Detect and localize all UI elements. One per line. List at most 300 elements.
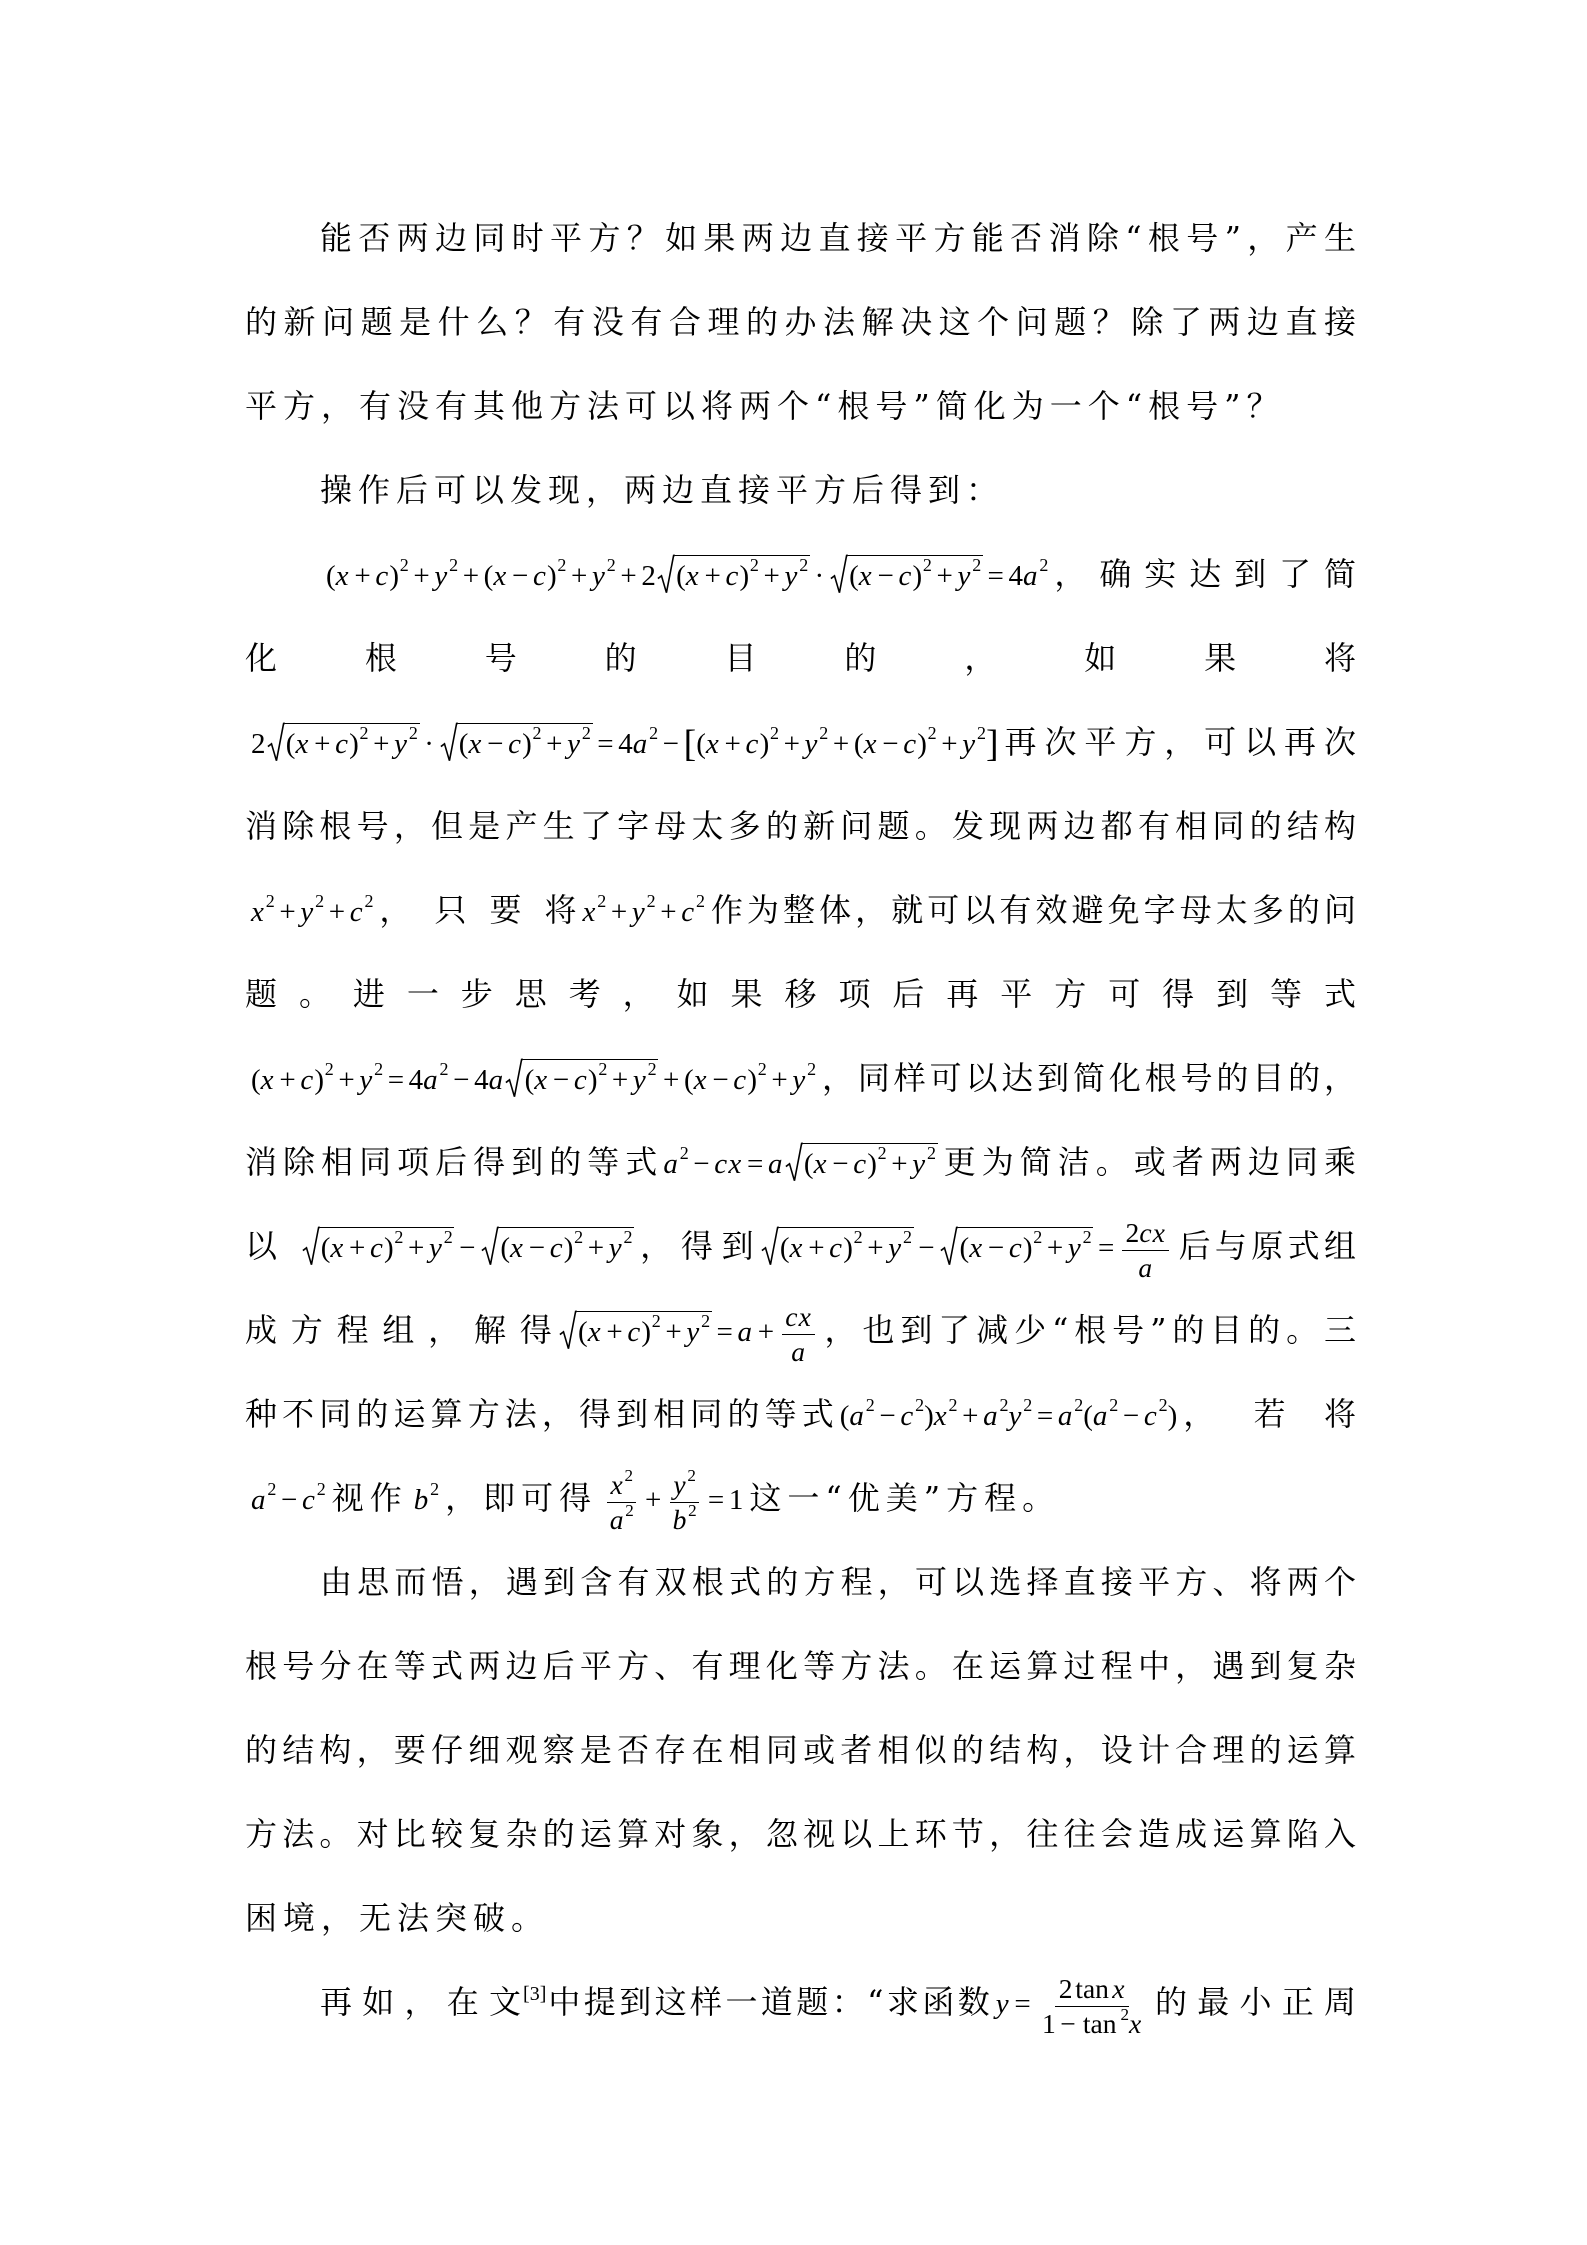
text-run: 视作	[331, 1479, 408, 1517]
math-superscript	[1023, 1395, 1032, 1415]
math-operator: −	[918, 1232, 935, 1264]
math-superscript	[623, 1227, 632, 1247]
math-symbol: )	[563, 1232, 574, 1264]
math-variable: c	[532, 560, 546, 592]
math-symbol: )	[349, 728, 359, 760]
radicand	[523, 1059, 658, 1098]
math-superscript	[1033, 1227, 1042, 1247]
math-symbol: 2	[651, 1310, 661, 1331]
math-operator: +	[936, 560, 953, 592]
math-superscript	[409, 723, 418, 743]
math-symbol: (	[285, 728, 296, 760]
math-symbol: 2	[1109, 1394, 1119, 1415]
math-variable: y	[429, 1232, 442, 1264]
radicand	[285, 723, 420, 762]
math-symbol: 2	[364, 890, 374, 911]
radicand	[958, 1227, 1093, 1266]
math-variable: a	[1138, 1251, 1153, 1283]
math-symbol: 2	[625, 1500, 634, 1520]
math-operator: −	[712, 1064, 729, 1096]
math-superscript	[649, 723, 658, 743]
math-symbol: )	[1022, 1232, 1033, 1264]
math-superscript	[680, 1143, 689, 1163]
math-operator: +	[328, 896, 346, 928]
text-line	[245, 1204, 1356, 1288]
math-symbol: 2	[1120, 2004, 1130, 2024]
math-variable: c	[549, 1232, 563, 1264]
math-variable: c	[1008, 1232, 1022, 1264]
math-variable: x	[335, 560, 349, 592]
text-run: ，也到了减少“根号”的目的。三	[824, 1311, 1357, 1349]
math-symbol: 2	[769, 722, 779, 743]
math-variable: y	[804, 728, 818, 760]
math-superscript	[533, 723, 542, 743]
math-variable: y	[673, 1469, 686, 1501]
math-variable: y	[567, 728, 580, 760]
radicand	[779, 1227, 914, 1266]
math-superscript	[574, 1227, 583, 1247]
math-symbol: 2	[687, 1465, 696, 1485]
math-symbol: 2	[1125, 1217, 1140, 1249]
math-superscript	[557, 555, 566, 575]
text-run: 题。进一步思考，如果移项后再平方可得到等式	[245, 975, 1356, 1013]
radical-sign	[940, 1227, 958, 1266]
math-operator: +	[757, 1316, 775, 1348]
text-run: 再次平方，可以再次	[1004, 723, 1356, 761]
math-operator: +	[941, 728, 958, 760]
math-superscript	[972, 555, 981, 575]
denominator	[1135, 1251, 1156, 1284]
math-symbol: (	[683, 1064, 694, 1096]
math-variable: y	[962, 728, 976, 760]
math-operator: +	[462, 560, 480, 592]
math-variable: x	[610, 1469, 623, 1501]
math-operator: −	[512, 560, 529, 592]
math-superscript	[928, 723, 937, 743]
text-line	[245, 700, 1356, 784]
math-operator: +	[408, 1232, 425, 1264]
text-run: 方法。对比较复杂的运算对象，忽视以上环节，往往会造成运算陷入	[245, 1815, 1356, 1853]
square-root	[761, 1227, 914, 1266]
math-superscript	[360, 723, 369, 743]
math-operator: −	[1060, 2007, 1076, 2039]
radicand	[320, 1227, 455, 1266]
math-variable: x	[693, 1064, 707, 1096]
math-symbol: 2	[922, 554, 932, 575]
math-operator: +	[663, 1064, 680, 1096]
math-symbol: (	[696, 728, 706, 760]
math-operator: =	[387, 1064, 405, 1096]
square-root	[940, 1227, 1093, 1266]
radical-sign	[761, 1227, 779, 1266]
math-symbol: )	[747, 1064, 757, 1096]
math-symbol: 2	[865, 1394, 875, 1415]
math-operator: −	[453, 1064, 470, 1096]
math-operator: −	[693, 1148, 710, 1180]
math-variable: y	[792, 1064, 806, 1096]
math-symbol: 2	[927, 722, 937, 743]
math-operator: +	[373, 728, 390, 760]
math-symbol: 2	[877, 1142, 887, 1163]
math-superscript	[267, 1479, 276, 1499]
math-superscript	[903, 1227, 912, 1247]
math-variable: y	[632, 1064, 646, 1096]
math-operator: −	[832, 1148, 849, 1180]
math-symbol: 2	[926, 1142, 936, 1163]
math-symbol: 2	[430, 1478, 440, 1499]
math-symbol: 4	[408, 1064, 424, 1096]
math-symbol: (	[320, 1232, 331, 1264]
radical-sign	[830, 555, 848, 594]
math-symbol: (	[779, 1232, 790, 1264]
math-symbol: 2	[647, 1058, 657, 1079]
math-variable: a	[1057, 1400, 1073, 1432]
math-operator: −	[487, 728, 504, 760]
math-variable: x	[582, 896, 596, 928]
math-variable: y	[592, 560, 605, 592]
math-variable: x	[685, 560, 699, 592]
math-symbol: 2	[1074, 1394, 1084, 1415]
math-superscript	[394, 1227, 403, 1247]
math-symbol: 2	[1058, 1973, 1073, 2005]
text-run: 作为整体，就可以有效避免字母太多的问	[710, 891, 1356, 929]
math-variable: c	[375, 560, 389, 592]
fraction	[669, 1465, 700, 1536]
text-run: 能否两边同时平方？如果两边直接平方能否消除“根号”，产生	[320, 219, 1356, 257]
radicand	[848, 555, 983, 594]
math-symbol: 2	[449, 554, 459, 575]
math-symbol: )	[547, 560, 557, 592]
math-symbol: 4	[1008, 560, 1024, 592]
math-variable: y	[1008, 1400, 1022, 1432]
math-variable: c	[745, 728, 759, 760]
math-symbol: 2	[915, 1394, 925, 1415]
math-symbol: 2	[597, 890, 607, 911]
math-variable: c	[714, 1148, 728, 1180]
math-operator: +	[338, 1064, 355, 1096]
math-variable: x	[705, 728, 719, 760]
paragraph	[245, 1960, 1356, 2044]
math-variable: b	[413, 1484, 429, 1516]
math-superscript	[696, 891, 705, 911]
math-superscript	[325, 1059, 334, 1079]
math-operator: =	[1036, 1400, 1054, 1432]
math-superscript	[364, 891, 373, 911]
square-root	[302, 1227, 455, 1266]
math-symbol: )	[389, 560, 400, 592]
math-superscript	[598, 1059, 607, 1079]
math-symbol: 2	[1039, 554, 1049, 575]
math-operator: +	[571, 560, 588, 592]
math-variable: c	[1139, 1217, 1152, 1249]
math-symbol: 2	[649, 722, 659, 743]
math-operator: +	[349, 1232, 366, 1264]
math-symbol: )	[641, 1316, 652, 1348]
math-variable: y	[995, 1988, 1009, 2020]
math-variable: c	[903, 728, 917, 760]
radical-sign	[481, 1227, 499, 1266]
math-superscript	[688, 1501, 697, 1520]
math-symbol: (	[458, 728, 469, 760]
text-line	[245, 1708, 1356, 1792]
math-symbol: 1	[1041, 2007, 1056, 2039]
paragraph	[245, 196, 1356, 448]
math-variable: c	[853, 1148, 867, 1180]
math-symbol: 2	[443, 1226, 453, 1247]
math-variable: x	[933, 1400, 947, 1432]
math-variable: x	[798, 1301, 811, 1333]
math-symbol: 2	[1082, 1226, 1092, 1247]
math-operator: +	[610, 896, 628, 928]
text-line	[245, 784, 1356, 868]
math-superscript	[400, 555, 409, 575]
denominator	[669, 1500, 700, 1536]
text-run: 平方，有没有其他方法可以将两个“根号”简化为一个“根号”？	[245, 387, 1285, 425]
math-variable: y	[912, 1148, 926, 1180]
math-symbol: 2	[606, 554, 616, 575]
formula	[414, 1458, 439, 1542]
math-symbol: 2	[267, 1478, 277, 1499]
math-symbol: 1	[728, 1484, 744, 1516]
text-line	[245, 1372, 1356, 1456]
text-line	[245, 1456, 1356, 1540]
math-superscript	[854, 1227, 863, 1247]
math-symbol: )	[587, 1064, 598, 1096]
math-symbol: 2	[574, 1226, 584, 1247]
square-root	[267, 723, 420, 762]
numerator	[607, 1465, 636, 1503]
text-run: 以	[245, 1227, 278, 1265]
radicand	[499, 1227, 634, 1266]
math-operator: +	[606, 1316, 623, 1348]
math-operator: +	[279, 896, 296, 928]
radical-sign	[785, 1143, 803, 1182]
text-run: ，只要将	[379, 891, 577, 929]
text-run: 操作后可以发现，两边直接平方后得到：	[320, 471, 1005, 509]
math-superscript	[915, 1395, 924, 1415]
paragraph	[245, 532, 1356, 1540]
math-operator: +	[665, 1316, 682, 1348]
math-symbol: 2	[641, 560, 656, 592]
math-variable: c	[829, 1232, 843, 1264]
math-symbol: 2	[807, 1058, 817, 1079]
math-operator: +	[962, 1400, 979, 1432]
paragraph	[245, 448, 1356, 532]
math-variable: a	[767, 1148, 783, 1180]
math-variable: c	[681, 896, 695, 928]
math-superscript	[977, 723, 986, 743]
text-run: 化根号的目的，如果将	[245, 639, 1356, 677]
formula	[251, 1458, 326, 1542]
math-variable: c	[900, 1400, 914, 1432]
numerator	[782, 1301, 815, 1335]
math-operator: +	[724, 728, 741, 760]
math-variable: a	[737, 1316, 752, 1348]
radicand	[675, 555, 810, 594]
math-operator: +	[645, 1484, 662, 1516]
math-variable: a	[663, 1148, 678, 1180]
math-symbol: 2	[581, 722, 591, 743]
math-symbol: 2	[394, 1226, 404, 1247]
math-superscript	[701, 1311, 710, 1331]
math-variable: c	[300, 1064, 314, 1096]
text-line	[245, 364, 1356, 448]
math-variable: x	[813, 1148, 827, 1180]
math-variable: y	[631, 896, 645, 928]
square-root	[657, 555, 810, 594]
radical-sign	[267, 723, 285, 762]
math-superscript	[444, 1227, 453, 1247]
math-operator: =	[1014, 1988, 1031, 2020]
fraction	[782, 1301, 815, 1368]
math-variable: c	[349, 896, 363, 928]
text-line	[245, 280, 1356, 364]
text-line	[245, 1120, 1356, 1204]
denominator	[606, 1500, 637, 1536]
math-variable: y	[1067, 1232, 1081, 1264]
math-symbol: (	[326, 560, 336, 592]
denominator	[1039, 2004, 1146, 2040]
math-variable: a	[791, 1335, 805, 1367]
math-variable: a	[423, 1064, 438, 1096]
math-variable: x	[858, 560, 872, 592]
math-superscript	[878, 1143, 887, 1163]
math-superscript	[430, 1479, 439, 1499]
square-root	[785, 1143, 938, 1182]
math-symbol: (	[251, 1064, 261, 1096]
math-symbol: 2	[972, 554, 982, 575]
text-line	[245, 616, 1356, 700]
math-variable: y	[359, 1064, 373, 1096]
math-operator: +	[413, 560, 430, 592]
math-variable: x	[1112, 1973, 1125, 2005]
math-superscript	[1039, 555, 1048, 575]
formula	[251, 870, 373, 954]
math-operator: −	[552, 1064, 570, 1096]
math-variable: x	[587, 1316, 601, 1348]
math-superscript	[819, 723, 828, 743]
math-superscript	[770, 723, 779, 743]
math-superscript	[687, 1466, 696, 1485]
math-operator: +	[763, 560, 780, 592]
math-operator: ·	[424, 728, 434, 760]
math-symbol: 2	[688, 1500, 697, 1520]
math-operator: =	[987, 560, 1004, 592]
math-variable: y	[784, 560, 798, 592]
formula	[326, 534, 1048, 618]
math-symbol: (	[524, 1064, 535, 1096]
math-superscript	[1000, 1395, 1009, 1415]
math-symbol: 2	[324, 1058, 334, 1079]
math-variable: x	[295, 728, 309, 760]
math-symbol: )	[843, 1232, 853, 1264]
text-run: ，同样可以达到简化根号的目的，	[822, 1059, 1356, 1097]
math-variable: y	[957, 560, 971, 592]
math-operator: +	[783, 728, 800, 760]
math-symbol: 2	[315, 890, 325, 911]
math-superscript	[317, 1479, 326, 1499]
text-line	[245, 448, 1356, 532]
text-line	[245, 1624, 1356, 1708]
math-operator: =	[597, 728, 614, 760]
body-text	[245, 196, 1356, 2044]
math-variable: x	[789, 1232, 803, 1264]
text-line	[245, 1792, 1356, 1876]
math-operator: −	[528, 1232, 546, 1264]
math-superscript	[799, 555, 808, 575]
math-symbol: 4	[618, 728, 633, 760]
math-variable: y	[394, 728, 407, 760]
math-symbol: 2	[1023, 1394, 1033, 1415]
math-symbol: )	[522, 728, 532, 760]
math-variable: x	[969, 1232, 983, 1264]
math-symbol: 2	[902, 1226, 912, 1247]
text-run: 根号分在等式两边后平方、有理化等方法。在运算过程中，遇到复杂	[245, 1647, 1356, 1685]
math-superscript	[750, 555, 759, 575]
math-variable: c	[725, 560, 739, 592]
math-symbol: )	[867, 1148, 877, 1180]
math-variable: c	[1143, 1400, 1157, 1432]
math-function: tan	[1082, 2007, 1117, 2039]
text-run: 消除根号，但是产生了字母太多的新问题。发现两边都有相同的结构	[245, 807, 1356, 845]
text-run: 困境，无法突破。	[245, 1899, 550, 1937]
math-symbol: 2	[598, 1058, 608, 1079]
text-run: 由思而悟，遇到含有双根式的方程，可以选择直接平方、将两个	[320, 1563, 1356, 1601]
text-run: 的新问题是什么？有没有合理的办法解决这个问题？除了两边直接	[245, 303, 1356, 341]
math-variable: a	[1092, 1400, 1108, 1432]
math-symbol: 2	[948, 1394, 958, 1415]
math-operator: +	[832, 728, 850, 760]
math-superscript	[758, 1059, 767, 1079]
numerator	[1055, 1973, 1128, 2007]
math-superscript	[624, 1466, 633, 1485]
math-operator: −	[459, 1232, 476, 1264]
math-symbol: 2	[251, 728, 266, 760]
text-run: ，得到	[640, 1227, 754, 1265]
math-superscript	[807, 1059, 816, 1079]
text-run: 中提到这样一道题：“求函数	[548, 1983, 990, 2021]
math-symbol: (	[500, 1232, 511, 1264]
math-operator: +	[704, 560, 721, 592]
text-run: 消除相同项后得到的等式	[245, 1143, 658, 1181]
math-superscript	[625, 1501, 634, 1520]
math-superscript	[266, 891, 275, 911]
math-symbol: )	[314, 1064, 325, 1096]
math-symbol: 2	[532, 722, 542, 743]
math-symbol: 2	[799, 554, 809, 575]
math-variable: y	[888, 1232, 902, 1264]
math-superscript	[597, 891, 606, 911]
math-variable: c	[370, 1232, 383, 1264]
formula	[603, 1458, 743, 1542]
text-run: 的结构，要仔细观察是否存在相同或者相似的结构，设计合理的运算	[245, 1731, 1356, 1769]
radicand	[577, 1311, 712, 1350]
math-symbol: 2	[999, 1394, 1009, 1415]
formula	[251, 702, 999, 786]
math-symbol: (	[959, 1232, 970, 1264]
text-line	[245, 532, 1356, 616]
text-line	[245, 1540, 1356, 1624]
math-variable: x	[493, 560, 507, 592]
math-superscript	[374, 1059, 383, 1079]
math-operator: +	[354, 560, 371, 592]
denominator	[788, 1335, 809, 1368]
math-variable: y	[608, 1232, 622, 1264]
square-root	[481, 1227, 634, 1266]
formula	[251, 1038, 816, 1122]
text-run: 的最小正周	[1154, 1983, 1356, 2021]
math-operator: +	[546, 728, 563, 760]
